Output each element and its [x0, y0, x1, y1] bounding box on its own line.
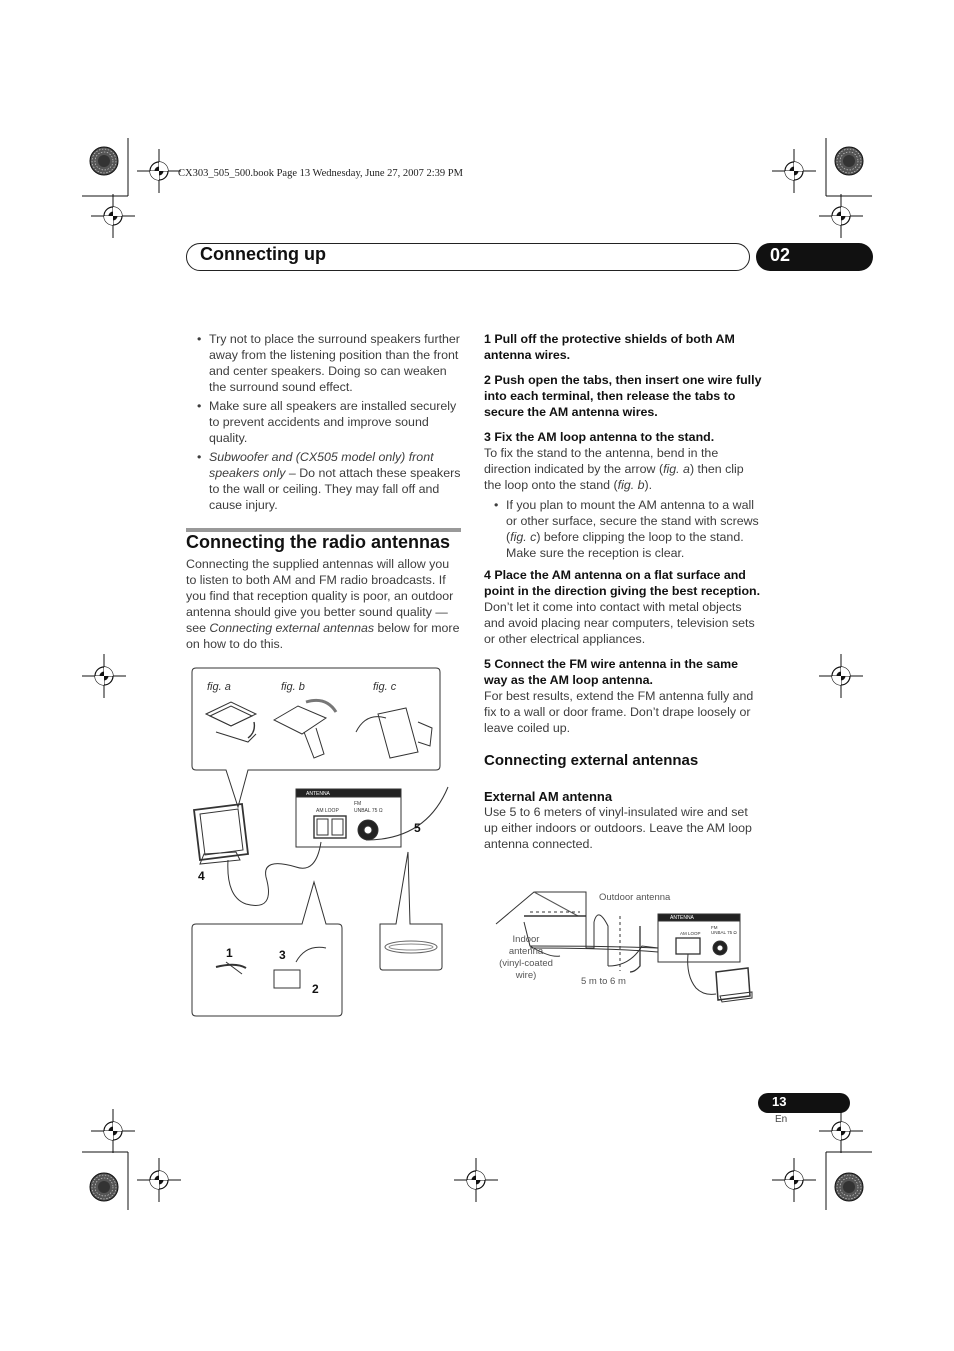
callout-4: 4	[198, 869, 205, 883]
panel-label: ANTENNA	[670, 915, 694, 921]
section-intro: Connecting the supplied antennas will allow you to listen to both AM and FM radio broadcasts. If you find that reception quality is poor, an outdoor antenna should give you better sound quality — see Connecting external antennas below for more on how to do this.	[186, 557, 460, 651]
antenna-assembly-figure	[186, 662, 476, 1022]
am-terminal-label: AM LOOP	[316, 808, 339, 814]
step-2: 2 Push open the tabs, then insert one wire fully into each terminal, then release the tabs to secure the AM antenna wires.	[484, 373, 762, 419]
indoor-antenna-label: Indoor antenna (vinyl-coated wire)	[499, 934, 553, 981]
page-number: 13	[772, 1094, 787, 1109]
step-4-body: Don’t let it come into contact with metal objects and avoid placing near computers, television sets or other electrical appliances.	[484, 600, 755, 646]
chapter-number: 02	[770, 245, 791, 265]
page-language: En	[775, 1114, 788, 1125]
fm-terminal-label: FM	[711, 925, 718, 930]
chapter-title: Connecting up	[200, 244, 326, 264]
step-1: 1 Pull off the protective shields of both AM antenna wires.	[484, 332, 735, 362]
fig-b-label: fig. b	[281, 681, 305, 693]
fig-a-label: fig. a	[207, 681, 231, 693]
subsection-title: Connecting external antennas	[484, 752, 699, 769]
step-4: 4 Place the AM antenna on a flat surface and point in the direction giving the best reception.	[484, 568, 761, 598]
step-5-body: For best results, extend the FM antenna fully and fix to a wall or door frame. Don’t drape loosely or leave coiled up.	[484, 689, 754, 735]
fm-terminal-label: FM	[354, 801, 362, 807]
callout-3: 3	[279, 948, 286, 962]
distance-label: 5 m to 6 m	[581, 976, 626, 987]
list-item: • Subwoofer and (CX505 model only) front speakers only – Do not attach these speakers to the wall or ceiling. They may fall off and cause injury.	[197, 449, 465, 513]
fm-terminal-sub: UNBAL 75 Ω	[354, 808, 383, 814]
step-3: 3 Fix the AM loop antenna to the stand.	[484, 430, 715, 444]
speaker-tips-list	[197, 331, 465, 516]
fig-c-label: fig. c	[373, 681, 397, 693]
step-5: 5 Connect the FM wire antenna in the same way as the AM loop antenna.	[484, 657, 739, 687]
print-file-header: CX303_505_500.book Page 13 Wednesday, June 27, 2007 2:39 PM	[178, 168, 463, 179]
list-item: • Try not to place the surround speakers further away from the listening position than the front and center speakers. Doing so can weaken the surround sound effect.	[197, 331, 465, 395]
fm-terminal-sub: UNBAL 75 Ω	[711, 930, 737, 935]
section-title: Connecting the radio antennas	[186, 532, 451, 552]
am-terminal-label: AM LOOP	[680, 931, 701, 936]
step-3-body: To fix the stand to the antenna, bend in the direction indicated by the arrow (fig. a) then clip the loop onto the stand (fig. b).	[484, 446, 744, 492]
callout-2: 2	[312, 982, 319, 996]
list-item: • If you plan to mount the AM antenna to a wall or other surface, secure the stand with screws (fig. c) before clipping the loop to the stand. Make sure the reception is clear.	[494, 497, 762, 561]
callout-5: 5	[414, 821, 421, 835]
outdoor-antenna-label: Outdoor antenna	[599, 892, 671, 903]
list-item: • Make sure all speakers are installed securely to prevent accidents and improve sound quality.	[197, 398, 465, 446]
panel-label: ANTENNA	[306, 791, 330, 797]
subsubsection-title: External AM antenna	[484, 789, 613, 804]
right-column	[484, 331, 762, 852]
step-3-bullets	[484, 497, 762, 561]
external-am-body: Use 5 to 6 meters of vinyl-insulated wire and set up either indoors or outdoors. Leave the AM loop antenna connected.	[484, 805, 752, 851]
callout-1: 1	[226, 946, 233, 960]
